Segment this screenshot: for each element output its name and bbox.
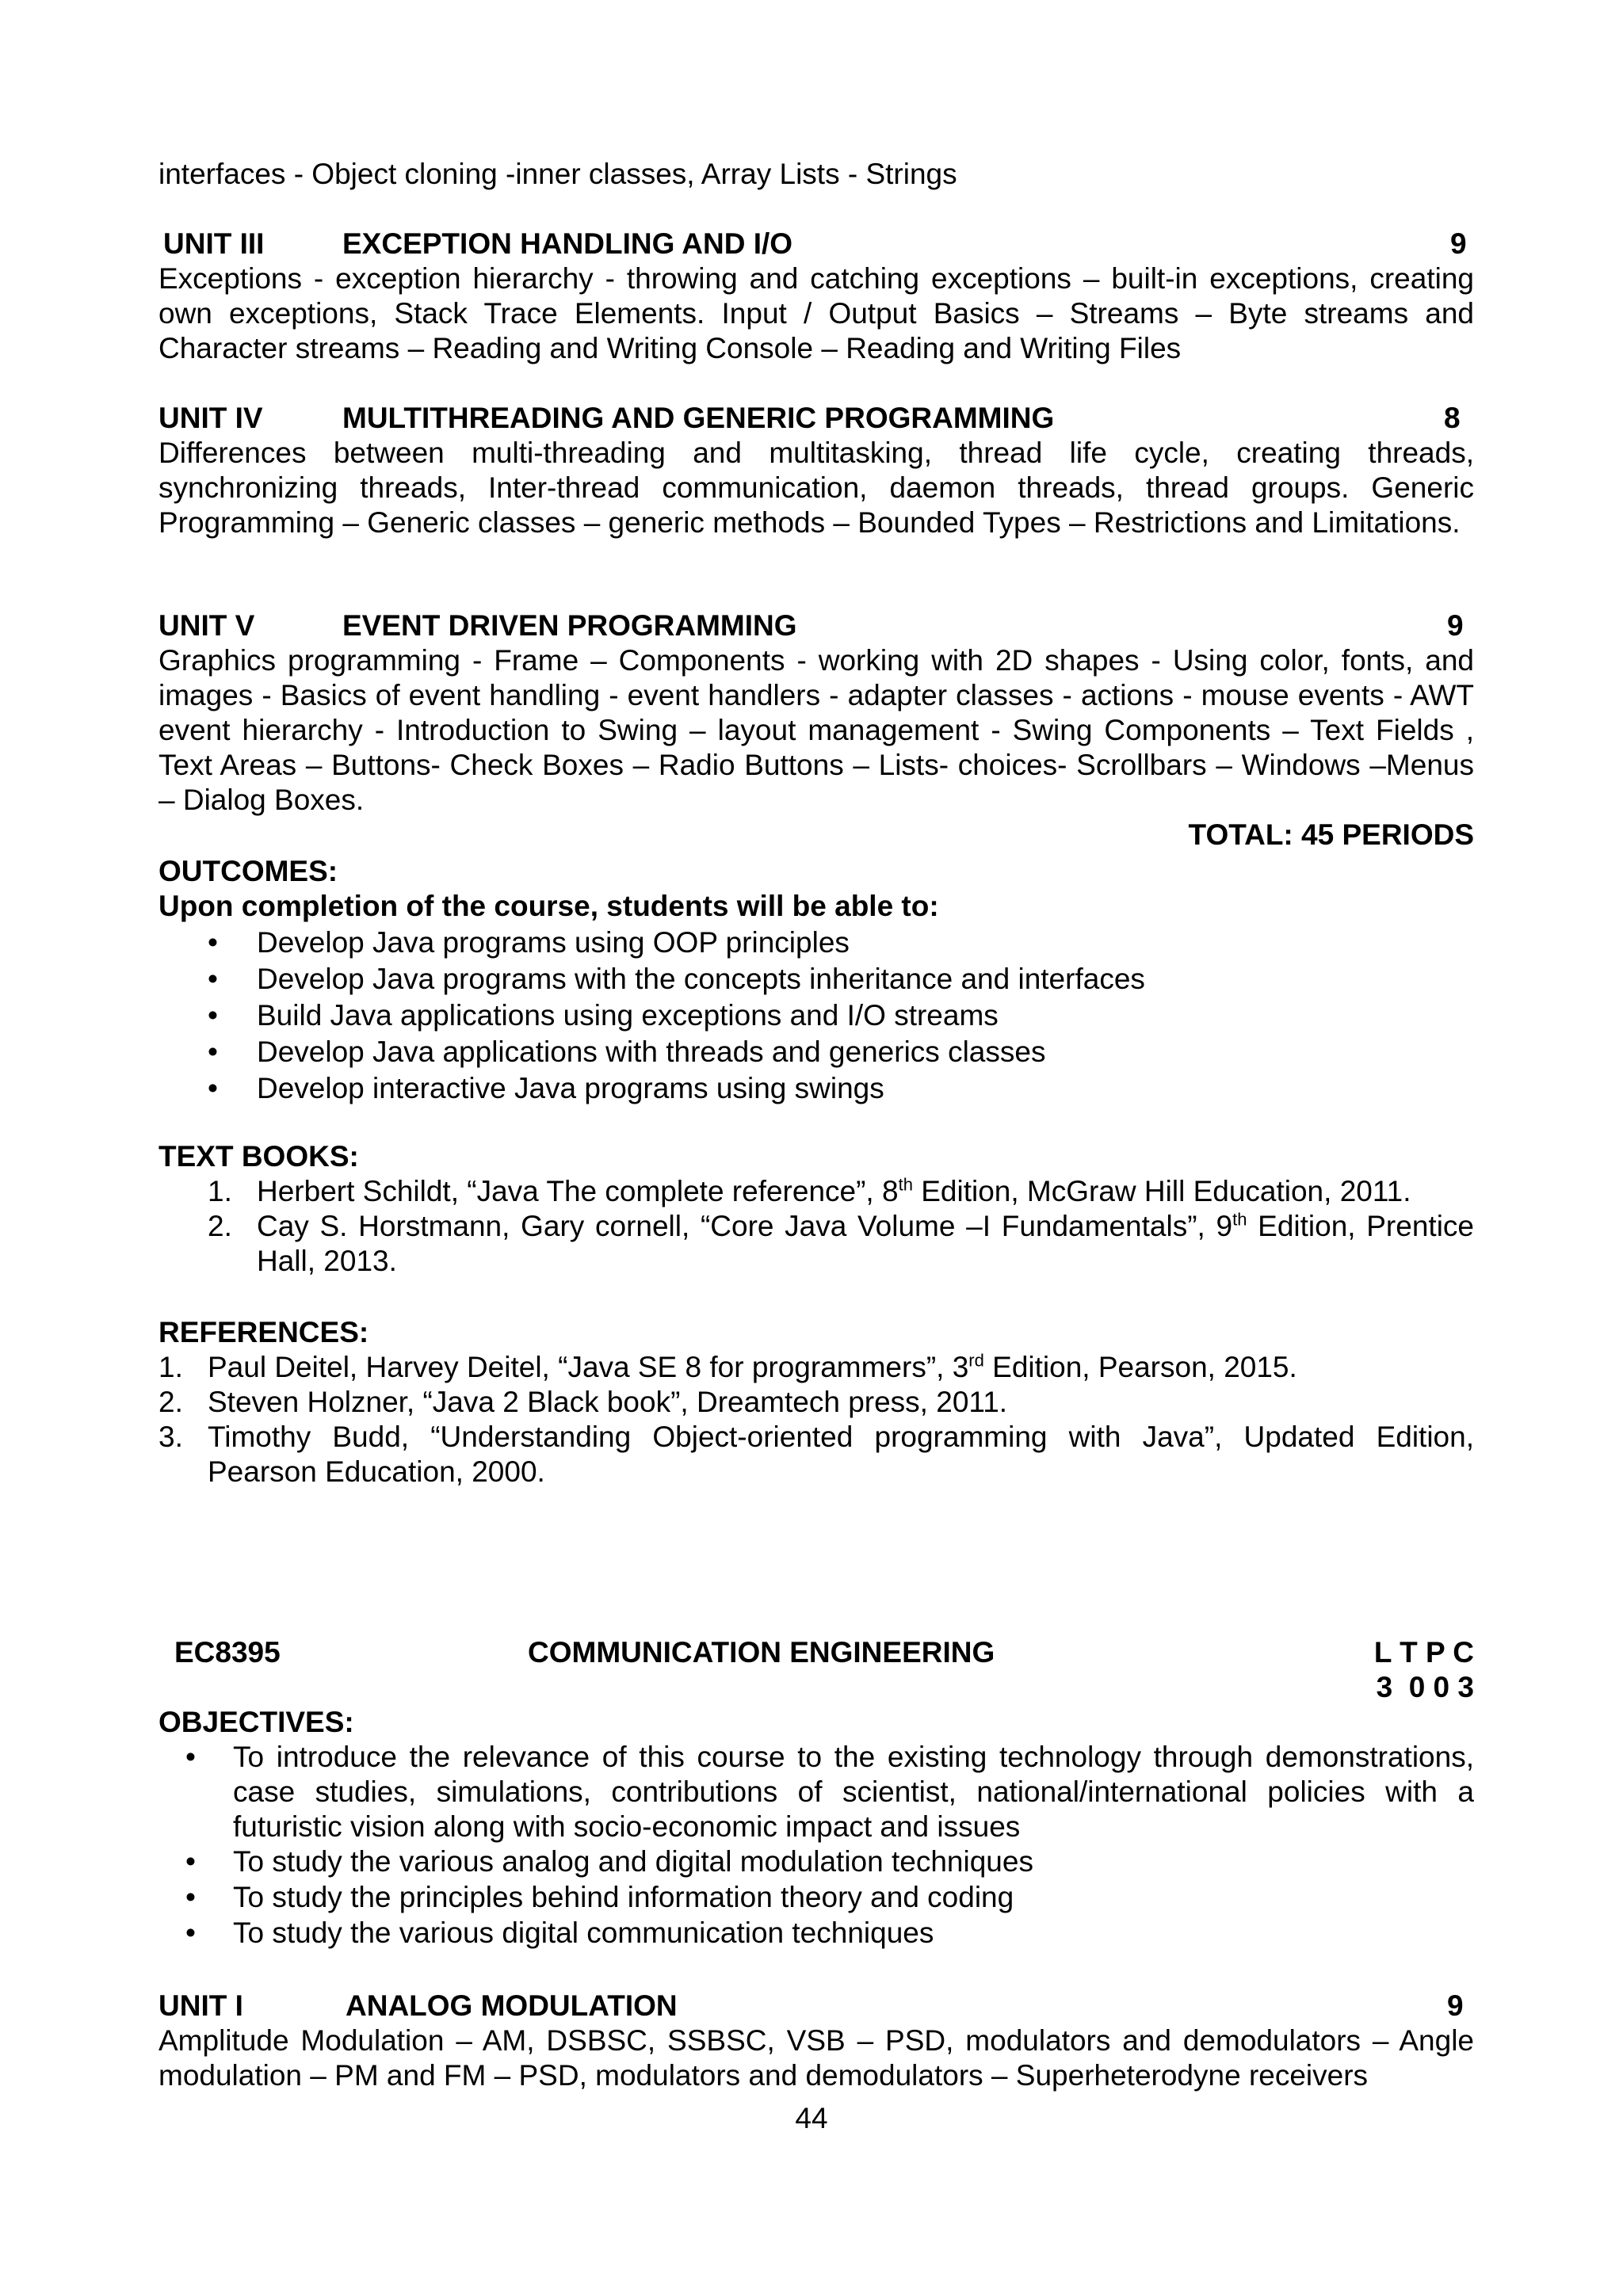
list-item: 1. Herbert Schildt, “Java The complete reference”, 8th Edition, McGraw Hill Education, 2011. (208, 1174, 1411, 1207)
list-item: • To introduce the relevance of this course to the existing technology through demonstrations, case studies, simulations, contributions of scientist, national/international policies with a futuristic vision along with socio-economic impact and issues (158, 1740, 1474, 1844)
text-books-list (158, 1174, 1474, 1279)
outcomes-list (158, 925, 1474, 1108)
list-item: • Develop Java programs with the concepts inheritance and interfaces (158, 962, 1474, 998)
unit-heading-3 (158, 227, 1474, 261)
unit-code: UNIT I (158, 1989, 243, 2022)
ltpc-row (158, 1670, 1474, 1705)
unit-title: EVENT DRIVEN PROGRAMMING (342, 609, 797, 642)
page-number: 44 (795, 2102, 828, 2134)
item-number: 1. (158, 1351, 183, 1383)
list-item: 2. Steven Holzner, “Java 2 Black book”, Dreamtech press, 2011. (158, 1386, 1008, 1418)
course-title: COMMUNICATION ENGINEERING (528, 1636, 995, 1669)
course-code: EC8395 (174, 1636, 281, 1669)
references-list (158, 1350, 1474, 1489)
list-item: 1. Paul Deitel, Harvey Deitel, “Java SE 8 for programmers”, 3rd Edition, Pearson, 2015. (158, 1350, 1297, 1383)
course-header (158, 1635, 1474, 1670)
unit-heading-5 (158, 608, 1474, 643)
objectives-heading: OBJECTIVES: (158, 1706, 354, 1738)
unit-heading-4 (158, 401, 1474, 436)
list-item: • Develop Java programs using OOP principles (158, 925, 1474, 962)
list-item: • To study the principles behind information theory and coding (158, 1880, 1474, 1916)
ltpc-values: 3 0 0 3 (1376, 1671, 1474, 1703)
list-item: • To study the various analog and digital modulation techniques (158, 1844, 1474, 1880)
list-item: 3. Timothy Budd, “Understanding Object-oriented programming with Java”, Updated Edition, Pearson Education, 2000. (158, 1421, 1474, 1488)
total-periods: TOTAL: 45 PERIODS (1188, 818, 1474, 851)
item-number: 3. (158, 1421, 183, 1453)
unit-hours: 9 (1447, 1989, 1464, 2022)
unit-heading-1 (158, 1989, 1474, 2023)
unit-hours: 9 (1447, 609, 1464, 642)
outcomes-heading: OUTCOMES: (158, 855, 338, 887)
unit-title: ANALOG MODULATION (346, 1989, 678, 2022)
unit-code: UNIT III (163, 227, 265, 260)
unit-code: UNIT V (158, 609, 255, 642)
unit-title: EXCEPTION HANDLING AND I/O (342, 227, 793, 260)
outcomes-intro: Upon completion of the course, students will be able to: (158, 890, 939, 922)
item-number: 1. (208, 1175, 232, 1207)
ltpc-label: L T P C (1373, 1636, 1474, 1669)
unit-body-5: Graphics programming - Frame – Components - working with 2D shapes - Using color, fonts, and images - Basics of event handling - event handlers - adapter classes - actions - mouse events - AWT event hierarchy - Introduction to Swing – layout management - Swing Components – Text Fields , Text Areas – Buttons- Check Boxes – Radio Buttons – Lists- choices- Scrollbars – Windows –Menus – Dialog Boxes. (158, 644, 1474, 816)
unit-code: UNIT IV (158, 402, 263, 434)
unit-body-3: Exceptions - exception hierarchy - throwing and catching exceptions – built-in exceptions, creating own exceptions, Stack Trace Elements. Input / Output Basics – Streams – Byte streams and Character streams – Reading and Writing Console – Reading and Writing Files (158, 262, 1474, 364)
list-item: • Develop interactive Java programs using swings (158, 1071, 1474, 1108)
intro-line: interfaces - Object cloning -inner classes, Array Lists - Strings (158, 158, 957, 190)
list-item: • Develop Java applications with threads and generics classes (158, 1035, 1474, 1071)
item-number: 2. (208, 1210, 232, 1242)
references-heading: REFERENCES: (158, 1316, 369, 1348)
unit-body-4: Differences between multi-threading and multitasking, thread life cycle, creating threads, synchronizing threads, Inter-thread communication, daemon threads, thread groups. Generic Programming – Generic classes – generic methods – Bounded Types – Restrictions and Limitations. (158, 437, 1474, 539)
unit-hours: 9 (1450, 227, 1467, 260)
unit-title: MULTITHREADING AND GENERIC PROGRAMMING (342, 402, 1055, 434)
item-number: 2. (158, 1386, 183, 1418)
list-item: • To study the various digital communication techniques (158, 1916, 1474, 1951)
text-books-heading: TEXT BOOKS: (158, 1140, 359, 1173)
objectives-list (158, 1740, 1474, 1951)
unit-body-1: Amplitude Modulation – AM, DSBSC, SSBSC, VSB – PSD, modulators and demodulators – Angle modulation – PM and FM – PSD, modulators and demodulators – Superheterodyne receivers (158, 2024, 1474, 2092)
list-item: 2. Cay S. Horstmann, Gary cornell, “Core Java Volume –I Fundamentals”, 9th Edition, Prentice Hall, 2013. (208, 1209, 1474, 1277)
list-item: • Build Java applications using exceptions and I/O streams (158, 998, 1474, 1035)
unit-hours: 8 (1444, 402, 1461, 434)
